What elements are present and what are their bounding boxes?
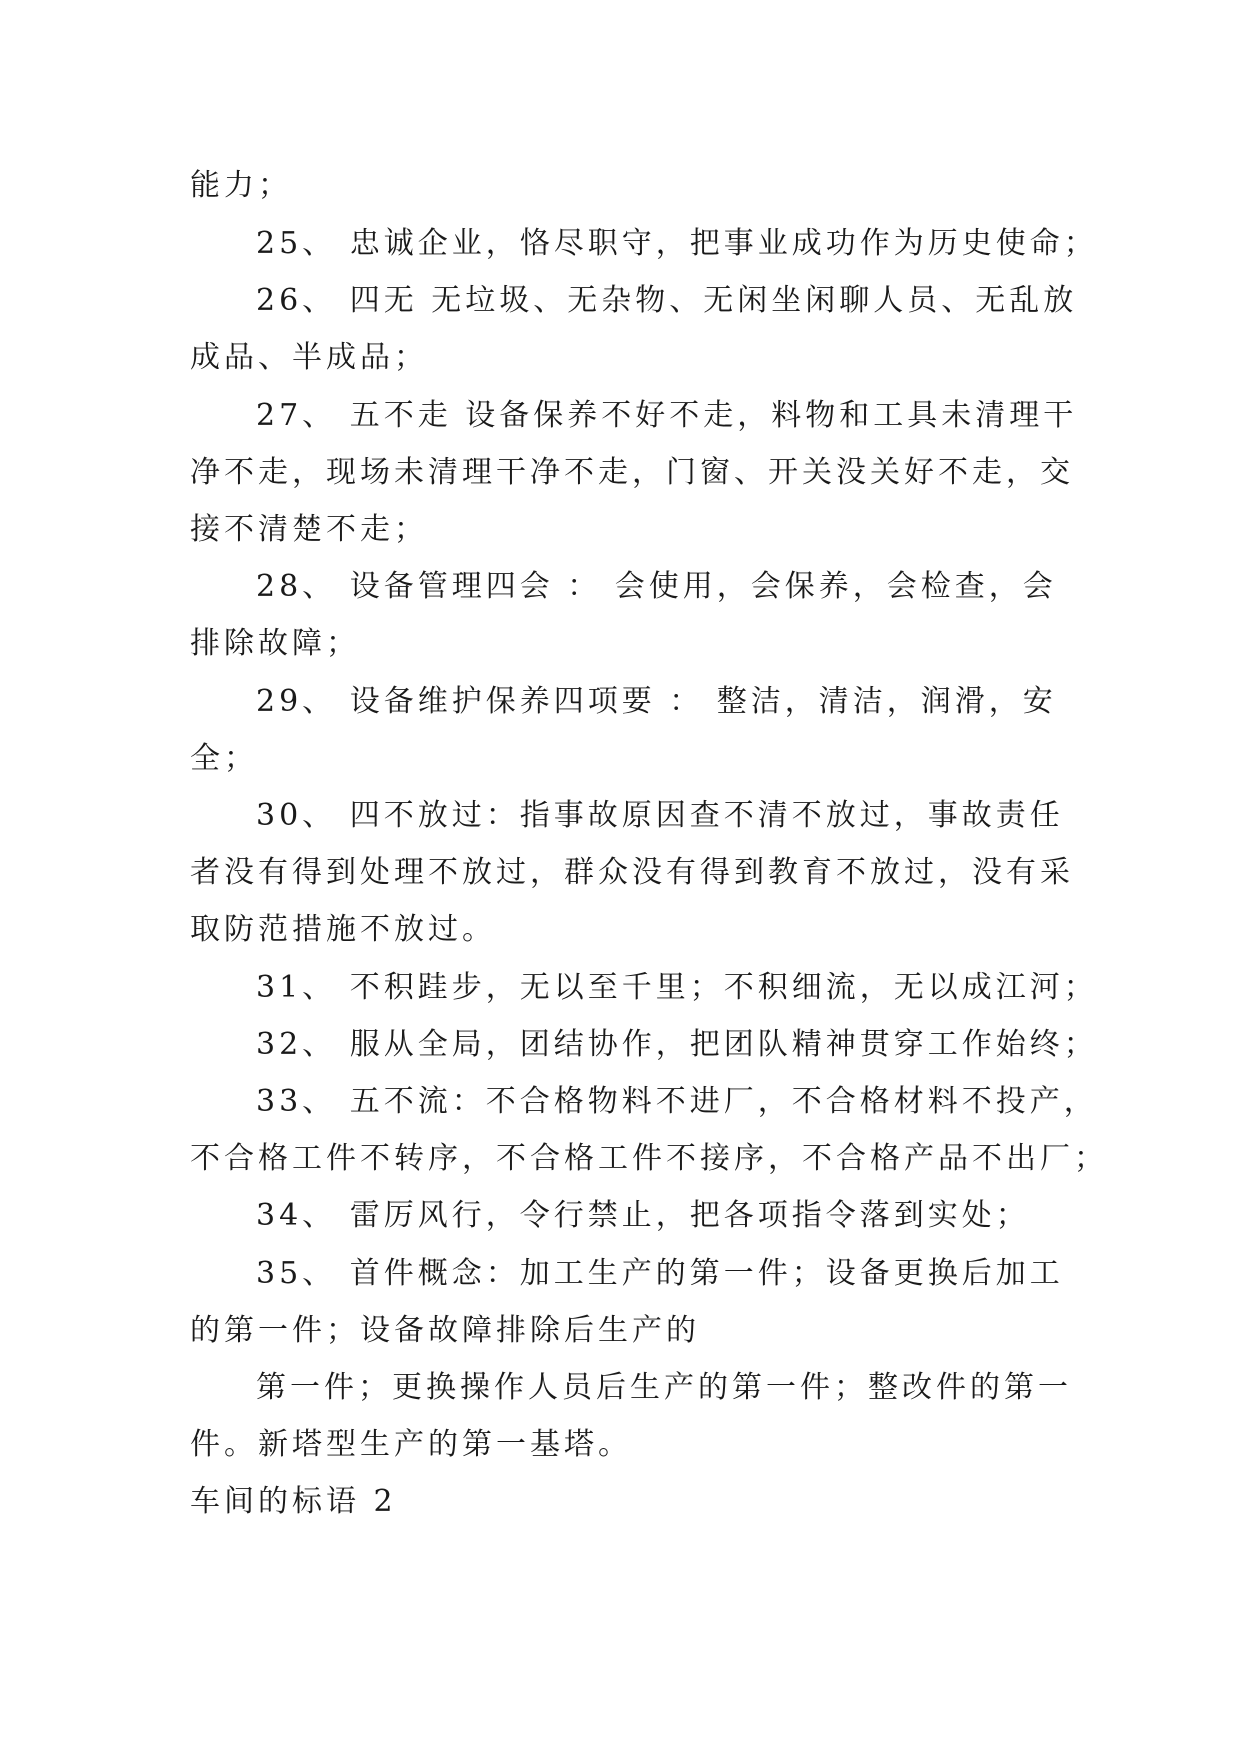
text-line: 第一件；更换操作人员后生产的第一件；整改件的第一 bbox=[256, 1370, 1072, 1405]
text-line: 全； bbox=[190, 741, 258, 776]
list-item-32: 32、 服从全局，团结协作，把团队精神贯穿工作始终； bbox=[256, 1027, 1098, 1062]
text-line: 成品、半成品； bbox=[190, 340, 428, 375]
text-line: 净不走，现场未清理干净不走，门窗、开关没关好不走，交 bbox=[190, 455, 1074, 490]
list-item-25: 25、 忠诚企业，恪尽职守，把事业成功作为历史使命； bbox=[256, 226, 1098, 261]
list-item-30: 30、 四不放过：指事故原因查不清不放过，事故责任 bbox=[256, 798, 1064, 833]
section-heading: 车间的标语 2 bbox=[190, 1484, 397, 1519]
list-item-35: 35、 首件概念：加工生产的第一件；设备更换后加工 bbox=[256, 1256, 1064, 1291]
text-line: 者没有得到处理不放过，群众没有得到教育不放过，没有采 bbox=[190, 855, 1074, 890]
text-line: 能力； bbox=[190, 168, 292, 203]
text-line: 排除故障； bbox=[190, 626, 360, 661]
list-item-28: 28、 设备管理四会 ： 会使用，会保养，会检查，会 bbox=[256, 569, 1057, 604]
list-item-33: 33、 五不流：不合格物料不进厂，不合格材料不投产， bbox=[256, 1084, 1098, 1119]
list-item-34: 34、 雷厉风行，令行禁止，把各项指令落到实处； bbox=[256, 1198, 1030, 1233]
text-line: 件。新塔型生产的第一基塔。 bbox=[190, 1427, 632, 1462]
text-line: 取防范措施不放过。 bbox=[190, 912, 496, 947]
list-item-27: 27、 五不走 设备保养不好不走，料物和工具未清理干 bbox=[256, 398, 1078, 433]
text-line: 的第一件；设备故障排除后生产的 bbox=[190, 1313, 700, 1348]
text-line: 接不清楚不走； bbox=[190, 512, 428, 547]
list-item-26: 26、 四无 无垃圾、无杂物、无闲坐闲聊人员、无乱放 bbox=[256, 283, 1078, 318]
list-item-29: 29、 设备维护保养四项要 ： 整洁，清洁，润滑，安 bbox=[256, 684, 1057, 719]
list-item-31: 31、 不积跬步，无以至千里；不积细流，无以成江河； bbox=[256, 970, 1098, 1005]
text-line: 不合格工件不转序，不合格工件不接序，不合格产品不出厂； bbox=[190, 1141, 1108, 1176]
